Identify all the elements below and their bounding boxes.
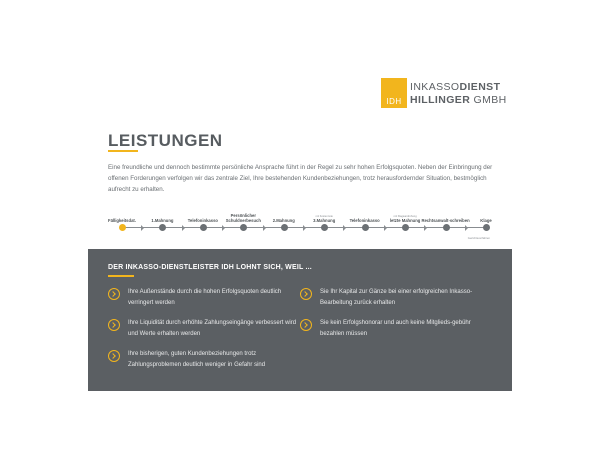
timeline-step [313, 206, 336, 242]
timeline-step [389, 206, 421, 242]
timeline-dot [362, 224, 369, 231]
arrow-right-icon [465, 225, 468, 231]
timeline-step [225, 206, 261, 242]
timeline-step-label: 3.Mahnung [313, 218, 336, 224]
timeline-dot [240, 224, 247, 231]
arrow-right-icon [424, 225, 427, 231]
timeline-dot [159, 224, 166, 231]
timeline-step-label: letzte Mahnung [389, 218, 421, 224]
timeline-step-label: Klage [480, 218, 492, 224]
timeline-step-sublabel: mit Kostennote [315, 215, 333, 218]
title-underline [108, 150, 138, 152]
timeline-step-label: Persönlicher Schuldnerbesuch [225, 213, 261, 224]
benefit-text: Sie Ihr Kapital zur Gänze bei einer erfolgreichen Inkasso-Bearbeitung zurück erhalten [320, 289, 473, 306]
logo-word-gmbh: GMBH [470, 94, 507, 106]
timeline-dot [443, 224, 450, 231]
benefits-title-underline [108, 275, 134, 277]
timeline-dot [281, 224, 288, 231]
chevron-circle-icon [300, 319, 312, 331]
benefit-text: Sie kein Erfolgshonorar und auch keine Mitglieds-gebühr bezahlen müssen [320, 320, 471, 337]
benefits-title: DER INKASSO-DIENSTLEISTER IDH LOHNT SICH, WEIL ... [108, 264, 312, 271]
timeline-step [272, 206, 295, 242]
chevron-circle-icon [300, 288, 312, 300]
timeline-step [108, 206, 136, 242]
timeline-step-sublabel: mit Klagsandrohung [393, 215, 417, 218]
benefits-panel [88, 249, 512, 391]
arrow-right-icon [384, 225, 387, 231]
logo-word-hillinger: HILLINGER [410, 94, 471, 106]
timeline-note: Gerichtsverfahren [467, 236, 490, 240]
arrow-right-icon [343, 225, 346, 231]
chevron-circle-icon [108, 319, 120, 331]
timeline-step-label: 1.Mahnung [151, 218, 174, 224]
timeline-step-label: 2.Mahnung [272, 218, 295, 224]
timeline-step-label: Fälligkeitsdat. [108, 218, 136, 224]
arrow-right-icon [303, 225, 306, 231]
timeline-dot [200, 224, 207, 231]
process-timeline [108, 206, 496, 242]
logo-line-2 [410, 94, 507, 106]
timeline-step-label: Rechtsanwalt-schreiben [421, 218, 470, 224]
chevron-circle-icon [108, 288, 120, 300]
logo-word-inkasso: INKASSO [410, 81, 460, 93]
arrow-right-icon [263, 225, 266, 231]
arrow-right-icon [222, 225, 225, 231]
timeline-step [187, 206, 218, 242]
chevron-circle-icon [108, 350, 120, 362]
timeline-dot [321, 224, 328, 231]
timeline-step-label: Telefoninkasso [187, 218, 218, 224]
timeline-step-label: Telefoninkasso [349, 218, 380, 224]
logo-word-dienst: DIENST [459, 81, 501, 93]
logo-mark [381, 78, 407, 108]
timeline-step [421, 206, 470, 242]
benefit-text: Ihre bisherigen, guten Kundenbeziehungen trotz Zahlungsproblemen deutlich weniger in Gefahr sind [128, 351, 266, 368]
timeline-dot [402, 224, 409, 231]
logo-line-1 [410, 81, 500, 93]
timeline-step [151, 206, 174, 242]
timeline-step [349, 206, 380, 242]
logo-mark-text: IDH [386, 97, 402, 106]
arrow-right-icon [182, 225, 185, 231]
page-title: LEISTUNGEN [108, 131, 223, 150]
benefit-text: Ihre Liquidität durch erhöhte Zahlungseingänge verbessert wird und Werte erhalten werden [128, 320, 297, 337]
benefit-text: Ihre Außenstände durch die hohen Erfolgsquoten deutlich verringert werden [128, 289, 282, 306]
intro-paragraph: Eine freundliche und dennoch bestimmte persönliche Ansprache führt in der Regel zu sehr hohen Erfolgsquoten. Neben der Einbringung der offenen Forderungen verfolgen wir das zentrale Ziel, Ihre bestehenden Kundenbeziehungen, trotz herausfordernder Situation, bestmöglich aufrecht zu erhalten. [108, 164, 493, 194]
timeline-dot-active [119, 224, 126, 231]
arrow-right-icon [141, 225, 144, 231]
timeline-dot [483, 224, 490, 231]
company-logo [381, 78, 507, 108]
